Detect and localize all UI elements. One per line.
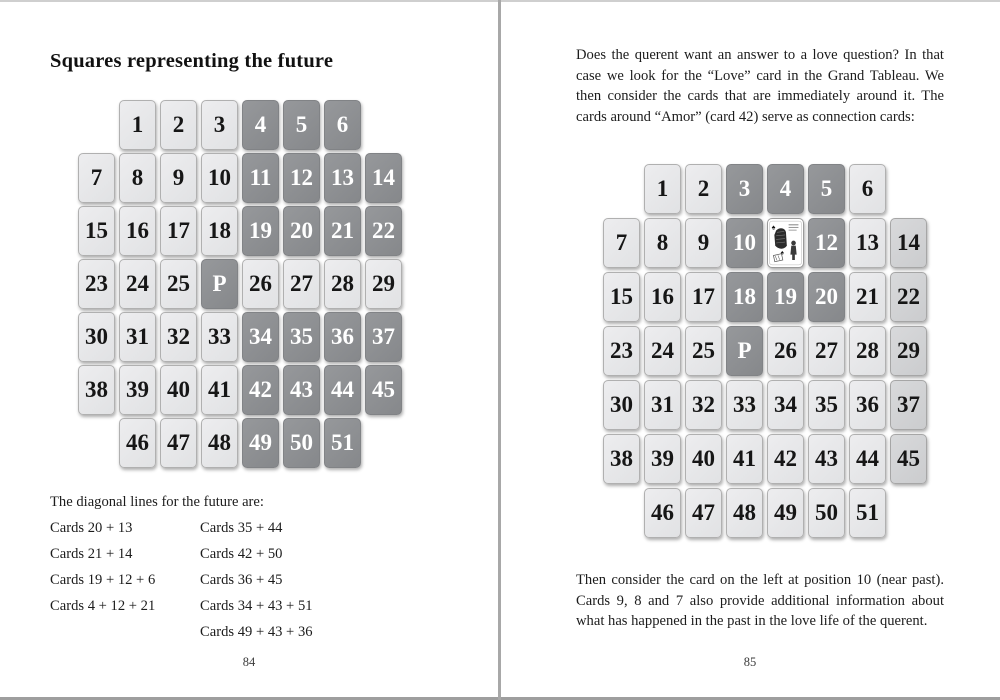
card-43: 43 [283,365,320,415]
diagonal-lines-intro: The diagonal lines for the future are: [50,494,264,510]
diagonal-line: Cards 42 + 50 [200,546,283,562]
left-page [0,0,498,700]
card-14: 14 [890,218,927,268]
card-19: 19 [242,206,279,256]
card-7: 7 [603,218,640,268]
card-12: 12 [808,218,845,268]
card-row [119,418,406,468]
card-44: 44 [324,365,361,415]
card-15: 15 [78,206,115,256]
card-29: 29 [365,259,402,309]
page-title: Squares representing the future [50,50,334,72]
card-21: 21 [324,206,361,256]
card-20: 20 [808,272,845,322]
card-50: 50 [808,488,845,538]
card-13: 13 [849,218,886,268]
card-23: 23 [78,259,115,309]
card-32: 32 [160,312,197,362]
card-36: 36 [849,380,886,430]
card-31: 31 [119,312,156,362]
card-4: 4 [242,100,279,150]
card-41: 41 [201,365,238,415]
card-38: 38 [78,365,115,415]
card-row [119,100,406,150]
card-row [644,164,931,214]
card-15: 15 [603,272,640,322]
card-32: 32 [685,380,722,430]
card-36: 36 [324,312,361,362]
card-3: 3 [726,164,763,214]
card-44: 44 [849,434,886,484]
card-43: 43 [808,434,845,484]
diagonal-line: Cards 35 + 44 [200,520,283,536]
card-2: 2 [685,164,722,214]
card-4: 4 [767,164,804,214]
card-17: 17 [685,272,722,322]
card-25: 25 [160,259,197,309]
card-26: 26 [767,326,804,376]
card-29: 29 [890,326,927,376]
card-19: 19 [767,272,804,322]
card-6: 6 [849,164,886,214]
card-45: 45 [365,365,402,415]
card-48: 48 [201,418,238,468]
card-row [78,312,406,362]
card-5: 5 [283,100,320,150]
card-21: 21 [849,272,886,322]
card-14: 14 [365,153,402,203]
card-41: 41 [726,434,763,484]
page-number: 84 [242,655,256,669]
love-question-paragraph: Does the querent want an answer to a love question? In that case we look for the “Love” card in the Grand Tableau. We then consider the cards that are immediately around it. The cards around “Amor” (card 42) serve as connection cards: [576,47,944,125]
card-3: 3 [201,100,238,150]
card-27: 27 [283,259,320,309]
card-33: 33 [726,380,763,430]
spade-suit-icon: ♠ [771,223,776,232]
card-39: 39 [119,365,156,415]
card-42: 42 [767,434,804,484]
card-50: 50 [283,418,320,468]
diagonal-line: Cards 20 + 13 [50,520,133,536]
diagonal-lines-column-1 [50,515,200,645]
page-number: 85 [743,655,757,669]
card-22: 22 [365,206,402,256]
card-40: 40 [160,365,197,415]
diagonal-line: Cards 34 + 43 + 51 [200,598,313,614]
card-6: 6 [324,100,361,150]
card-46: 46 [119,418,156,468]
card-31: 31 [644,380,681,430]
card-18: 18 [201,206,238,256]
card-row [603,434,931,484]
near-past-paragraph: Then consider the card on the left at position 10 (near past). Cards 9, 8 and 7 also provide additional information about what has happened in the past in the love life of the querent. [576,572,944,630]
card-row [603,218,931,268]
card-34: 34 [767,380,804,430]
love-card-illustration [769,220,802,266]
card-13: 13 [324,153,361,203]
card-8: 8 [119,153,156,203]
diagonal-line: Cards 49 + 43 + 36 [200,624,313,640]
card-24: 24 [644,326,681,376]
card-35: 35 [283,312,320,362]
card-2: 2 [160,100,197,150]
card-row [78,206,406,256]
card-37: 37 [890,380,927,430]
card-34: 34 [242,312,279,362]
card-row [603,326,931,376]
card-7: 7 [78,153,115,203]
card-39: 39 [644,434,681,484]
card-17: 17 [160,206,197,256]
card-9: 9 [160,153,197,203]
card-30: 30 [603,380,640,430]
card-p: P [201,259,238,309]
card-35: 35 [808,380,845,430]
card-51: 51 [849,488,886,538]
card-20: 20 [283,206,320,256]
card-47: 47 [685,488,722,538]
card-40: 40 [685,434,722,484]
card-1: 1 [644,164,681,214]
card-30: 30 [78,312,115,362]
card-51: 51 [324,418,361,468]
card-16: 16 [119,206,156,256]
card-23: 23 [603,326,640,376]
card-9: 9 [685,218,722,268]
card-row [78,153,406,203]
right-page [501,0,999,700]
card-27: 27 [808,326,845,376]
card-24: 24 [119,259,156,309]
card-48: 48 [726,488,763,538]
card-49: 49 [767,488,804,538]
card-10: 10 [726,218,763,268]
card-row [78,259,406,309]
card-49: 49 [242,418,279,468]
card-38: 38 [603,434,640,484]
card-47: 47 [160,418,197,468]
diagonal-lines-column-2 [200,515,313,645]
card-26: 26 [242,259,279,309]
card-37: 37 [365,312,402,362]
diagonal-line: Cards 4 + 12 + 21 [50,598,156,614]
card-image-amor [767,218,804,268]
card-row [78,365,406,415]
card-11: 11 [242,153,279,203]
card-8: 8 [644,218,681,268]
card-row [603,380,931,430]
card-10: 10 [201,153,238,203]
diagonal-line: Cards 19 + 12 + 6 [50,572,156,588]
diagonal-lines-block [50,489,313,645]
spade-suit-icon-small: ♠ [780,249,784,257]
card-28: 28 [324,259,361,309]
card-16: 16 [644,272,681,322]
card-12: 12 [283,153,320,203]
card-p: P [726,326,763,376]
card-1: 1 [119,100,156,150]
card-row [603,272,931,322]
card-5: 5 [808,164,845,214]
card-46: 46 [644,488,681,538]
diagonal-line: Cards 36 + 45 [200,572,283,588]
card-22: 22 [890,272,927,322]
diagonal-line: Cards 21 + 14 [50,546,133,562]
card-18: 18 [726,272,763,322]
card-25: 25 [685,326,722,376]
card-42: 42 [242,365,279,415]
card-45: 45 [890,434,927,484]
future-squares-grid [78,100,406,471]
card-row [644,488,931,538]
card-28: 28 [849,326,886,376]
card-33: 33 [201,312,238,362]
love-connection-grid [603,164,931,542]
